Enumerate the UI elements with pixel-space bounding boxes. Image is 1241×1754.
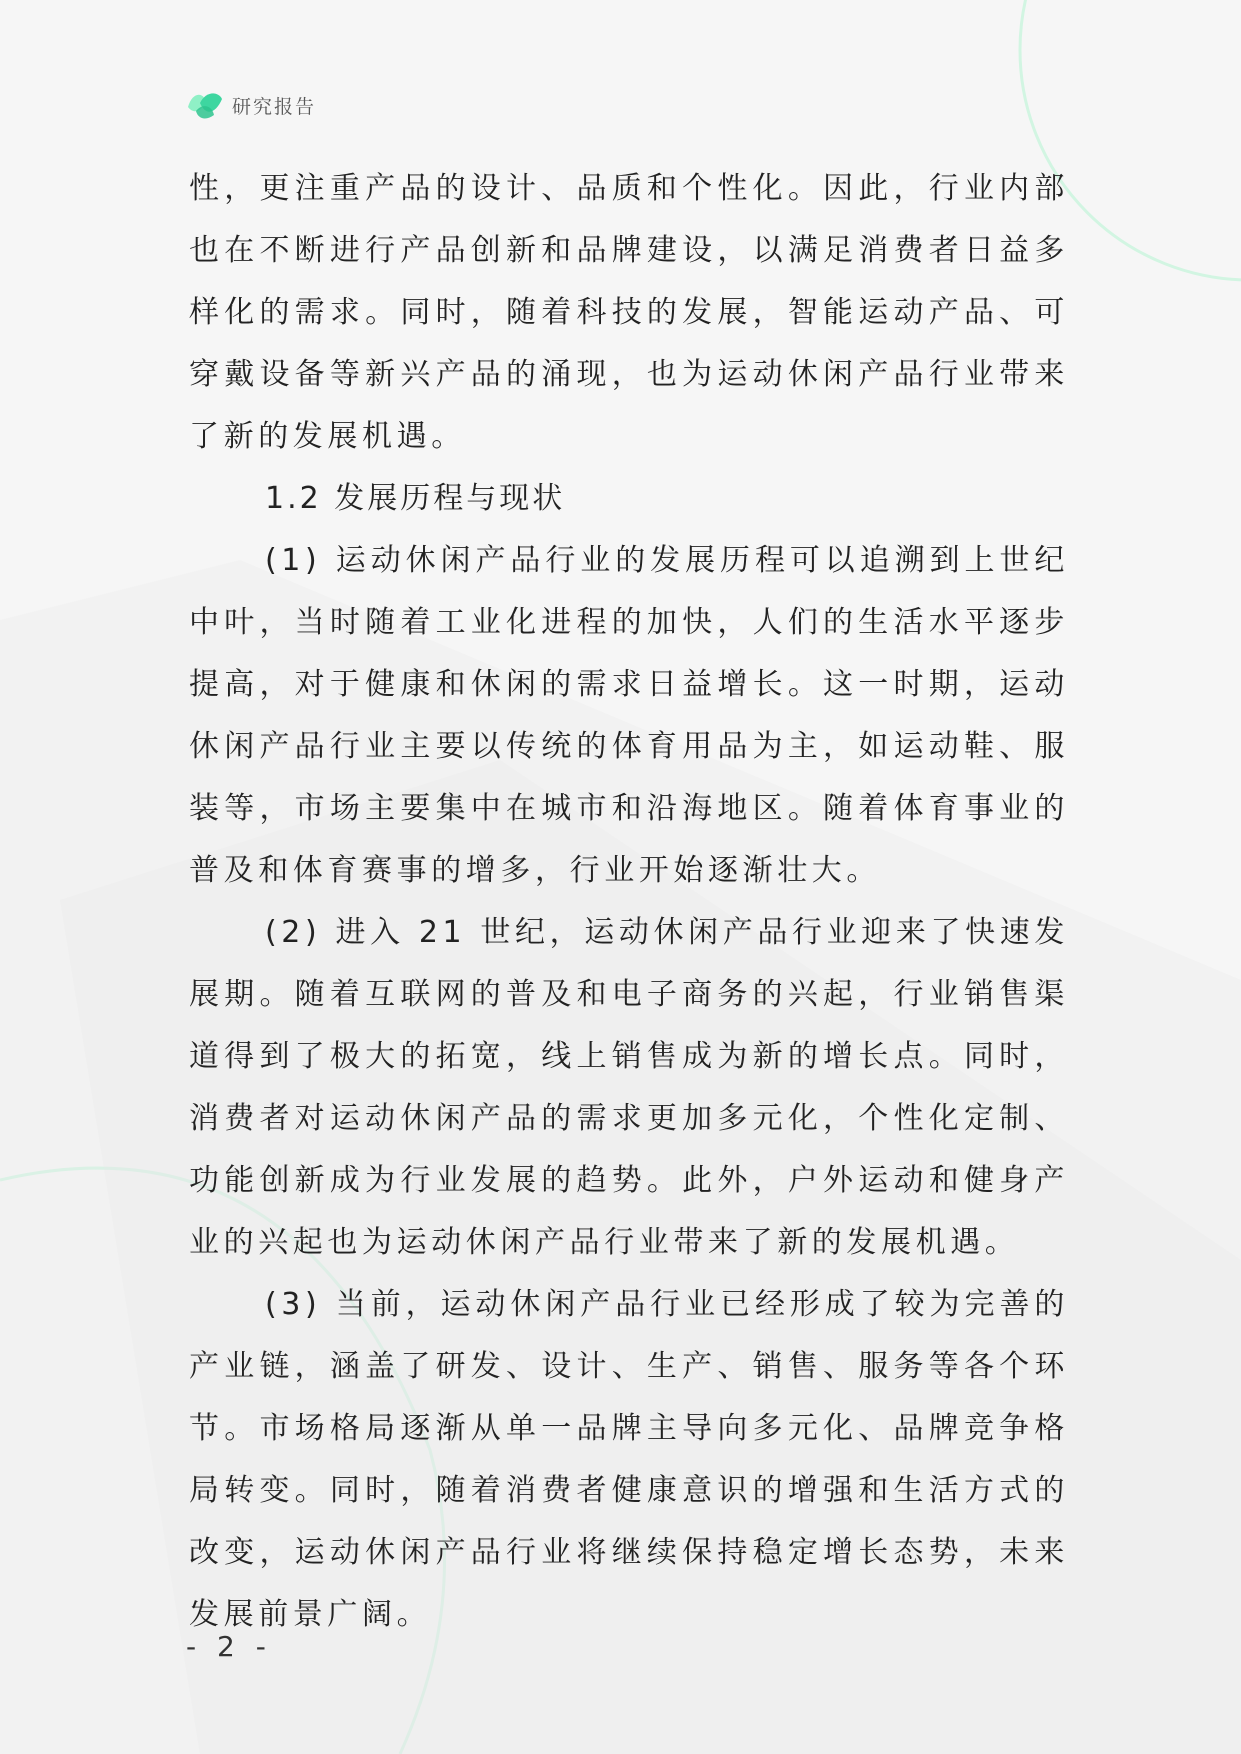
document-body: [189, 158, 1069, 1646]
brand-label: 研究报告: [232, 95, 317, 118]
paragraph-history-1: (1) 运动休闲产品行业的发展历程可以追溯到上世纪中叶，当时随着工业化进程的加快，人们的生活水平逐步提高，对于健康和休闲的需求日益增长。这一时期，运动休闲产品行业主要以传统的体育用品为主，如运动鞋、服装等，市场主要集中在城市和沿海地区。随着体育事业的普及和体育赛事的增多，行业开始逐渐壮大。: [189, 543, 1069, 888]
leaf-logo-icon: [186, 89, 224, 121]
paragraph-history-2: (2) 进入 21 世纪，运动休闲产品行业迎来了快速发展期。随着互联网的普及和电子商务的兴起，行业销售渠道得到了极大的拓宽，线上销售成为新的增长点。同时，消费者对运动休闲产品的需求更加多元化，个性化定制、功能创新成为行业发展的趋势。此外，户外运动和健身产业的兴起也为运动休闲产品行业带来了新的发展机遇。: [189, 915, 1069, 1260]
page-number: - 2 -: [186, 1630, 272, 1663]
section-heading: 1.2 发展历程与现状: [265, 481, 566, 516]
header: [186, 88, 316, 122]
paragraph-continuation: 性，更注重产品的设计、品质和个性化。因此，行业内部也在不断进行产品创新和品牌建设，以满足消费者日益多样化的需求。同时，随着科技的发展，智能运动产品、可穿戴设备等新兴产品的涌现，也为运动休闲产品行业带来了新的发展机遇。: [189, 171, 1069, 454]
paragraph-current-status: (3) 当前，运动休闲产品行业已经形成了较为完善的产业链，涵盖了研发、设计、生产、销售、服务等各个环节。市场格局逐渐从单一品牌主导向多元化、品牌竞争格局转变。同时，随着消费者健康意识的增强和生活方式的改变，运动休闲产品行业将继续保持稳定增长态势，未来发展前景广阔。: [189, 1287, 1069, 1632]
